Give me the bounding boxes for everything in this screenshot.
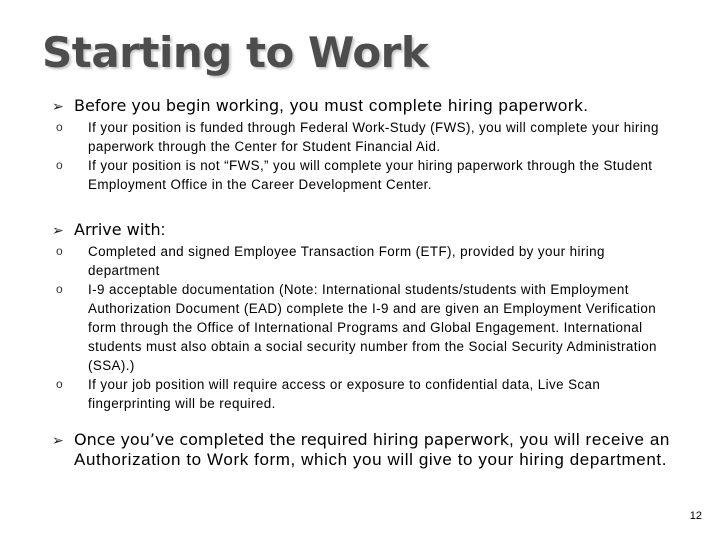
circle-bullet-icon: o bbox=[56, 158, 64, 172]
bullet-before-working bbox=[52, 96, 672, 194]
bullet-rest: , you must complete hiring paperwork. bbox=[279, 96, 589, 115]
arrow-bullet-icon: ➢ bbox=[52, 98, 64, 114]
sub-item bbox=[52, 280, 672, 375]
arrow-bullet-icon: ➢ bbox=[52, 222, 64, 238]
bullet-rest: : bbox=[160, 220, 166, 239]
slide-title: Starting to Work bbox=[42, 28, 429, 77]
bullet-text bbox=[74, 220, 672, 240]
bullet-arrive-with bbox=[52, 220, 672, 413]
sub-item bbox=[52, 242, 672, 280]
sub-item bbox=[52, 118, 672, 156]
sub-item-text: If your job position will require access or exposure to confidential data, Live Scan fingerprinting will be required. bbox=[88, 377, 601, 411]
circle-bullet-icon: o bbox=[56, 120, 64, 134]
circle-bullet-icon: o bbox=[56, 282, 64, 296]
page-number: 12 bbox=[689, 510, 702, 522]
bullet-lead: Arrive with bbox=[74, 220, 161, 239]
sub-item-text: I-9 acceptable documentation (Note: International students/students with Employment Authorization Document (EAD) complete the I-9 and are given an Employment Verification form through the Office of International Programs and Global Engagement. International students must also obtain a social security number from the Social Security Administration (SSA).) bbox=[88, 282, 657, 373]
sub-item bbox=[52, 156, 672, 194]
bullet-lead: Before you begin working bbox=[74, 96, 280, 115]
bullet-text bbox=[74, 430, 672, 470]
sub-item-text: If your position is funded through Federal Work-Study (FWS), you will complete your hiring paperwork through the Center for Student Financial Aid. bbox=[88, 120, 659, 154]
bullet-lead: Once you’ve completed the required hiring paperwork bbox=[74, 430, 510, 449]
bullet-once-completed bbox=[52, 430, 672, 470]
circle-bullet-icon: o bbox=[56, 377, 64, 391]
sub-item bbox=[52, 375, 672, 413]
circle-bullet-icon: o bbox=[56, 244, 64, 258]
sub-list bbox=[52, 118, 672, 194]
arrow-bullet-icon: ➢ bbox=[52, 432, 64, 448]
bullet-rest: , you will receive an Authorization to Work form, which you will give to your hiring department. bbox=[74, 430, 670, 469]
sub-item-text: If your position is not “FWS,” you will complete your hiring paperwork through the Student Employment Office in the Career Development Center. bbox=[88, 158, 653, 192]
bullet-text bbox=[74, 96, 672, 116]
sub-list bbox=[52, 242, 672, 413]
sub-item-text: Completed and signed Employee Transaction Form (ETF), provided by your hiring department bbox=[88, 244, 605, 278]
